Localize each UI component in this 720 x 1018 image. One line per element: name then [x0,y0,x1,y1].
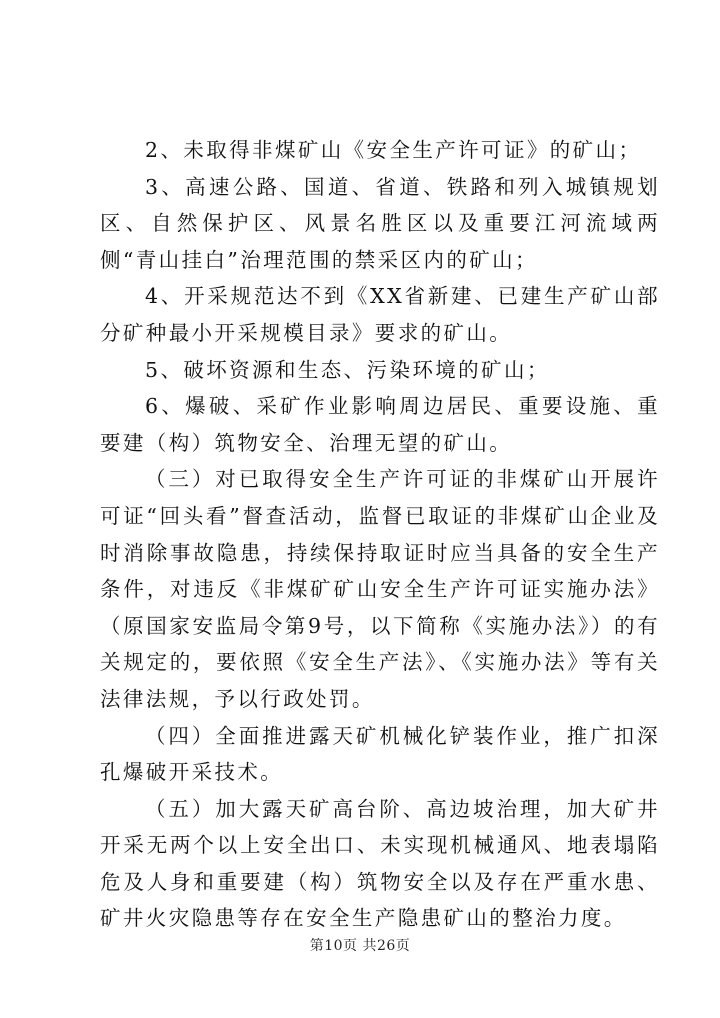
paragraph-item-3: 3、高速公路、国道、省道、铁路和列入城镇规划区、自然保护区、风景名胜区以及重要江河流域两侧“青山挂白”治理范围的禁采区内的矿山； [100,174,660,272]
document-body [100,132,660,937]
paragraph-item-5: 5、破坏资源和生态、污染环境的矿山； [145,357,550,382]
paragraph-item-2: 2、未取得非煤矿山《安全生产许可证》的矿山； [145,138,642,162]
paragraph-section-3: （三）对已取得安全生产许可证的非煤矿山开展许可证“回头看”督查活动，监督已取证的非煤矿山企业及时消除事故隐患，持续保持取证时应当具备的安全生产条件，对违反《非煤矿矿山安全生产许可证实施办法》（原国家安监局令第9号，以下简称《实施办法》）的有关规定的，要依照《安全生产法》、《实施办法》等有关法律法规，予以行政处罚。 [100,467,660,711]
paragraph-item-4: 4、开采规范达不到《XX省新建、已建生产矿山部分矿种最小开采规模目录》要求的矿山。 [100,284,660,345]
paragraph-section-5: （五）加大露天矿高台阶、高边坡治理，加大矿井开采无两个以上安全出口、未实现机械通风、地表塌陷危及人身和重要建（构）筑物安全以及存在严重水患、矿井火灾隐患等存在安全生产隐患矿山的整治力度。 [100,796,660,931]
paragraph-section-4: （四）全面推进露天矿机械化铲装作业，推广扣深孔爆破开采技术。 [100,723,660,785]
page-number-footer: 第10页 共26页 [309,938,411,954]
paragraph-item-6: 6、爆破、采矿作业影响周边居民、重要设施、重要建（构）筑物安全、治理无望的矿山。 [100,394,660,455]
